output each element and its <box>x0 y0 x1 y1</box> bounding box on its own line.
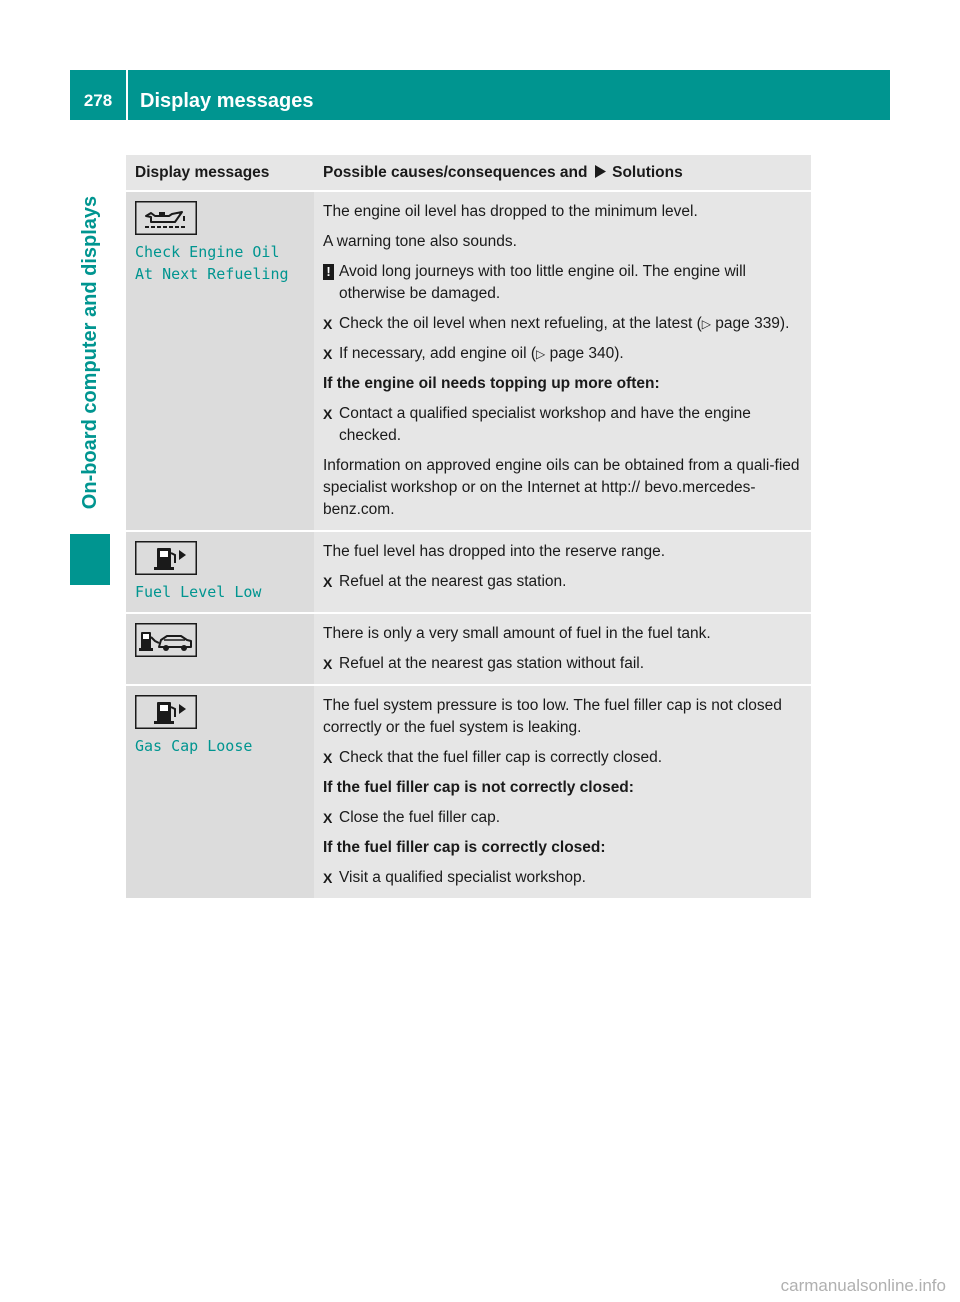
step-marker-icon: X <box>323 810 333 826</box>
subheading: If the fuel filler cap is correctly closed: <box>323 839 606 856</box>
col-header-causes-label: Possible causes/consequences and <box>323 164 588 181</box>
solutions-cell <box>314 685 811 899</box>
display-message-text: Gas Cap Loose <box>135 737 253 755</box>
step-text: Refuel at the nearest gas station without fail. <box>339 655 645 672</box>
solution-step <box>323 403 802 447</box>
solutions-cell <box>314 613 811 685</box>
watermark: carmanualsonline.info <box>780 1276 946 1295</box>
step-marker-icon: X <box>323 574 333 590</box>
solution-step <box>323 747 802 769</box>
page-ref-link[interactable]: page 340). <box>549 345 624 362</box>
display-message-text: At Next Refueling <box>135 265 289 283</box>
display-message-cell <box>126 685 314 899</box>
solution-step <box>323 653 802 675</box>
step-marker-icon: X <box>323 656 333 672</box>
display-message-cell <box>126 531 314 613</box>
solution-step <box>323 571 802 593</box>
solution-step <box>323 343 802 365</box>
step-text: Check that the fuel filler cap is correctly closed. <box>339 749 663 766</box>
play-arrow-icon <box>594 165 606 178</box>
side-tab <box>70 120 110 585</box>
display-message-cell <box>126 613 314 685</box>
table-row <box>126 613 811 685</box>
step-text: Refuel at the nearest gas station. <box>339 573 567 590</box>
col-header-display-messages: Display messages <box>126 155 314 191</box>
display-message-text: Fuel Level Low <box>135 583 262 601</box>
info-text: Information on approved engine oils can be obtained from a quali-fied specialist workshop or on the Internet at http:// bevo.mercedes-benz.com. <box>323 457 800 518</box>
side-tab-label: On-board computer and displays <box>79 195 101 510</box>
warning-note <box>323 261 802 305</box>
page-ref-link[interactable]: page 339). <box>715 315 790 332</box>
subheading: If the fuel filler cap is not correctly closed: <box>323 779 634 796</box>
col-header-solutions-label: Solutions <box>612 164 683 181</box>
oil-can-icon <box>135 201 197 235</box>
step-text: Close the fuel filler cap. <box>339 809 501 826</box>
step-marker-icon: X <box>323 750 333 766</box>
table-row <box>126 685 811 899</box>
col-header-solutions <box>314 155 811 191</box>
solution-step <box>323 807 802 829</box>
solutions-cell <box>314 531 811 613</box>
cause-text: A warning tone also sounds. <box>323 233 517 250</box>
fuel-pump-icon <box>135 695 197 729</box>
table-row <box>126 191 811 531</box>
side-tab-block <box>70 534 110 585</box>
step-marker-icon: X <box>323 346 333 362</box>
warning-icon: ! <box>323 264 334 280</box>
cause-text: The fuel system pressure is too low. The fuel filler cap is not closed correctly or the fuel system is leaking. <box>323 697 782 736</box>
display-message-text: Check Engine Oil <box>135 243 280 261</box>
solution-step <box>323 867 802 889</box>
display-messages-table <box>126 155 811 900</box>
step-text: Contact a qualified specialist workshop and have the engine checked. <box>339 405 751 444</box>
table-row <box>126 531 811 613</box>
display-message-cell <box>126 191 314 531</box>
cause-text: The fuel level has dropped into the reserve range. <box>323 543 666 560</box>
cause-text: There is only a very small amount of fuel in the fuel tank. <box>323 625 711 642</box>
table-header-row <box>126 155 811 191</box>
step-marker-icon: X <box>323 406 333 422</box>
header-divider <box>126 70 128 120</box>
solution-step <box>323 313 802 335</box>
cause-text: The engine oil level has dropped to the minimum level. <box>323 203 698 220</box>
section-title: Display messages <box>140 90 314 112</box>
step-marker-icon: X <box>323 870 333 886</box>
step-text: Check the oil level when next refueling, at the latest ( <box>339 315 702 332</box>
page-number: 278 <box>83 91 113 110</box>
step-text: Visit a qualified specialist workshop. <box>339 869 586 886</box>
step-text: If necessary, add engine oil ( <box>339 345 537 362</box>
step-marker-icon: X <box>323 316 333 332</box>
page-ref-arrow-icon: ▷ <box>536 347 546 361</box>
subheading: If the engine oil needs topping up more often: <box>323 375 660 392</box>
fuel-pump-icon <box>135 541 197 575</box>
page-ref-arrow-icon: ▷ <box>701 317 711 331</box>
fuel-car-icon <box>135 623 197 657</box>
warning-text: Avoid long journeys with too little engine oil. The engine will otherwise be damaged. <box>339 263 746 302</box>
solutions-cell <box>314 191 811 531</box>
